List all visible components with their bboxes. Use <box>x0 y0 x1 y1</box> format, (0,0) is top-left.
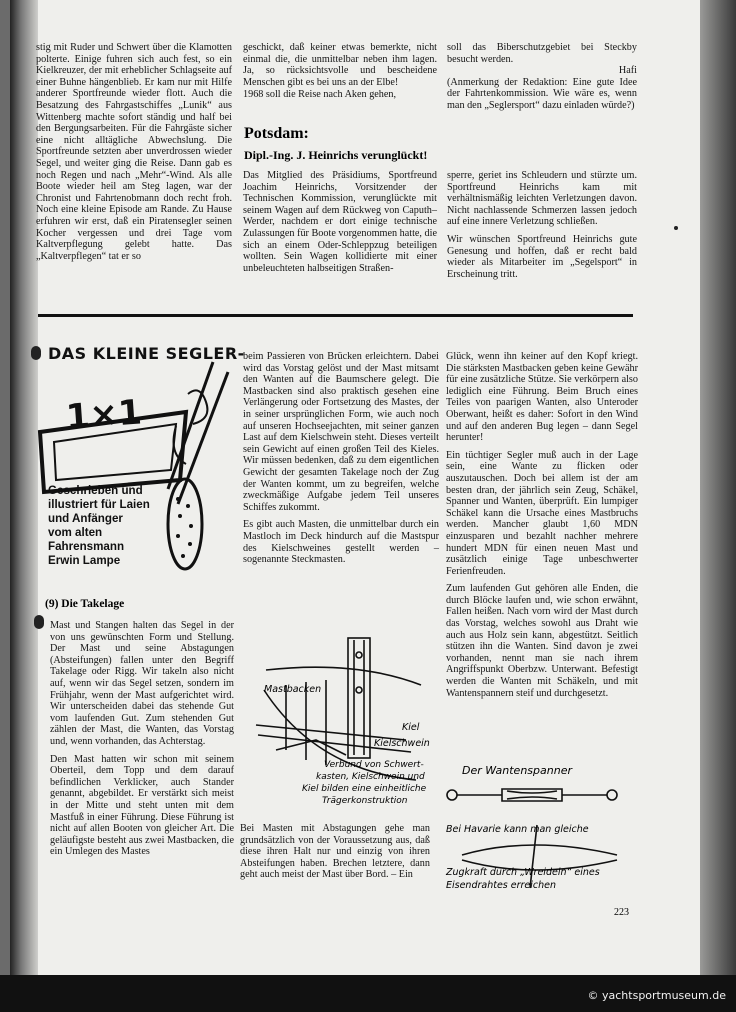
label-havarie-1: Bei Havarie kann man gleiche <box>446 824 589 835</box>
label-havarie-2: Zugkraft durch „Wreideln“ eines <box>446 867 600 878</box>
copyright-credit: © yachtsportmuseum.de <box>587 989 726 1002</box>
author-signature: Hafi <box>618 65 637 77</box>
section-heading-potsdam: Potsdam: <box>244 125 309 142</box>
byline-line: und Anfänger <box>48 512 123 525</box>
column-2-top <box>243 42 437 107</box>
page-number: 223 <box>614 907 629 918</box>
label-verbund-2: kasten, Kielschwein und <box>316 772 425 782</box>
magazine-page <box>10 0 710 975</box>
byline-line: vom alten <box>48 526 103 539</box>
byline-line: Fahrensmann <box>48 540 125 553</box>
body-text: Bei Masten mit Abstagungen gehe man grundsätzlich von der Voraussetzung aus, daß diese ihren Halt nur und einzig von ihren Absteifungen haben. Brechen letztere, dann geht auch meist der Mast über Bord. – Ein <box>240 823 430 881</box>
column-3-top <box>447 42 637 118</box>
byline-line: Erwin Lampe <box>48 554 121 567</box>
body-text: Wir wünschen Sportfreund Heinrichs gute Genesung und hoffen, daß er recht bald wieder als Mitarbeiter im „Segelsport“ in Erscheinung tritt. <box>447 233 637 280</box>
label-verbund-1: Verbund von Schwert- <box>324 760 424 770</box>
body-text: 1968 soll die Reise nach Aken gehen, <box>243 89 397 101</box>
label-kiel: Kiel <box>402 722 420 733</box>
takelage-column-2 <box>243 351 439 572</box>
label-kielschwein: Kielschwein <box>374 738 430 749</box>
article-headline: Dipl.-Ing. J. Heinrichs verunglückt! <box>244 148 428 162</box>
takelage-column-2-bottom <box>240 823 430 887</box>
byline-line: illustriert für Laien <box>48 498 150 511</box>
column-1-top <box>36 42 232 268</box>
print-dot <box>674 226 678 230</box>
page-edge-shadow <box>700 0 736 975</box>
turnbuckle-illustration <box>442 760 632 900</box>
body-text: Ein tüchtiger Segler muß auch in der Lage sein, eine Wante zu flicken oder auszutauschen. Doch bei allem ist der am besten dran, der jährlich sein Zeug, Schäkel, Spanner und Wanten, überprüft. Ein lumpiger Schäkel kann die Ursache eines Mastbruchs werden. Mancher glaubt 1,60 MDN einzusparen und bezahlt nachher mehrere hundert MDN für einen neuen Mast und zusätzlich einige Tage unbeschwerter Ferienfreuden. <box>446 449 638 577</box>
body-text: stig mit Ruder und Schwert über die Klamotten polterte. Einige fuhren sich auch fest, so ein Kielkreuzer, der mit erheblicher Schlagseite auf einer Buhne hängenblieb. Er kam nur mit Hilfe anderer Sportfreunde wieder flott. Auch die Besatzung des Fahrgastschiffes „Lunik“ aus Wittenberg machte sofort ständig und half bei den Bergungsarbeiten. Für die Fahrgäste sicher eine nicht alltägliche Abwechslung. Die Sportfreunde setzten aber unverdrossen wieder Segel, und weiter ging die Reise. Dann gab es noch Regen und nach „Mehr“-Wind. Als alle Boote wieder heil am Steg lagen, war der Chronist und Fahrtenobmann doch recht froh. Noch eine kleine Episode am Rande. Zu Hause erfuhren wir erst, daß ein Piratensegler seinen Kocher vergessen und drei Tage vom Kaltverpflegung gelebt hatte. Das „Kaltverpflegen“ tat er so <box>36 42 232 262</box>
label-mastbacken: Mastbacken <box>264 684 322 695</box>
body-text: beim Passieren von Brücken erleichtern. Dabei wird das Vorstag gelöst und der Mast mitsamt den Wanten auf die Baumschere gelegt. Die Mastbacken sind also praktisch gesehen eine Verlängerung oder Fortsetzung des Mastes, der in seiner ursprünglichen Form, wie auch noch auf unseren Hochseejachten, mit seiner ganzen Last auf dem Kielschwein steht. Dieses verteilt sein Gewicht auf einen großen Teil des Kieles. Wir müssen bedenken, daß zu dem eigentlichen Gewicht der gesamten Takelage noch der Zug der Wanten kommt, um zu begreifen, welche zweckmäßige Aufgabe jedem Teil unseres Schiffes zukommt. <box>243 351 439 513</box>
body-text: soll das Biberschutzgebiet bei Steckby besucht werden. <box>447 42 637 65</box>
editor-note: (Anmerkung der Redaktion: Eine gute Idee der Fahrtenkommission. Wie wäre es, wenn man den „Seglersport“ dazu einladen würde?) <box>447 76 637 111</box>
series-logo-1x1: 1×1 <box>64 392 144 438</box>
section-divider <box>38 314 633 317</box>
body-text: Es gibt auch Masten, die unmittelbar durch ein Mastloch im Deck hindurch auf die Mastspur des Kielschweines gestellt werden – sogenannte Steckmasten. <box>243 519 439 566</box>
body-text: Den Mast hatten wir schon mit seinem Oberteil, dem Topp und dem darauf befindlichen Verklicker, auch Stander genannt, abgebildet. Er verstärkt sich meist in der Mitte und steht unten mit dem Mastfuß in einer Führung. Diese Führung ist nicht auf allen Booten von gleicher Art. Die geläufigste besteht aus zwei Mastbacken, die ein Umlegen des Mastes <box>50 753 234 858</box>
series-logo-title: DAS KLEINE SEGLER- <box>48 344 245 363</box>
label-havarie-3: Eisendrahtes erreichen <box>446 880 557 891</box>
section-title-takelage: (9) Die Takelage <box>45 598 125 610</box>
series-byline <box>48 484 150 568</box>
byline-line: Geschrieben und <box>48 484 143 497</box>
label-verbund-3: Kiel bilden eine einheitliche <box>302 784 427 794</box>
binding-hole-icon <box>34 615 44 629</box>
body-text: Das Mitglied des Präsidiums, Sportfreund Joachim Heinrichs, Vorsitzender der Technischen Kommission, verunglückte mit seinem Wagen auf dem Rückweg von Caputh–Werder, nachdem er dort einige technische Zulassungen für Boote vorgenommen hatte, die sich an einem Oder-Schleppzug beteiligen wollten. Sein Wagen kollidierte mit einer unbeleuchteten halbseitigen Straßen- <box>243 170 437 274</box>
column-3-article <box>447 170 637 286</box>
body-text: geschickt, daß keiner etwas bemerkte, nicht einmal die, die unmittelbar neben ihm lagen. Ja, so rücksichtsvolle und bescheidene Menschen gibt es bei uns an der Elbe! <box>243 42 437 88</box>
body-text: Glück, wenn ihn keiner auf den Kopf kriegt. Die stärksten Mastbacken geben keine Gewähr für eine zusätzliche Stütze. Sie verkörpern also lediglich eine Führung. Beim Bruch eines Teiles von paarigen Wanten, also Unteroder Oberwant, heißt es daher: Sofort in den Wind und auf den anderen Bug legen – dann Segel herunter! <box>446 351 638 444</box>
label-verbund-4: Trägerkonstruktion <box>322 796 408 806</box>
mast-step-illustration <box>246 630 432 815</box>
takelage-column-3 <box>446 351 638 705</box>
body-text: Mast und Stangen halten das Segel in der von uns gewünschten Form und Stellung. Der Mast und seine Abstagungen (Absteifungen) fallen unter den Begriff Takelage oder Rigg. Wir takeln also nicht auf, wenn wir das Segel setzen, sondern im Frühjahr, wenn der Mast aufgerichtet wird. Wir unterscheiden dabei das stehende Gut vom laufenden Gut. Zum stehenden Gut zählen der Mast, die Wanten, das Vorstag und, wenn vorhanden, das Achterstag. <box>50 620 234 747</box>
takelage-column-1 <box>50 620 234 864</box>
label-wantenspanner: Der Wantenspanner <box>462 764 572 777</box>
body-text: sperre, geriet ins Schleudern und stürzte um. Sportfreund Heinrichs kam mit verhältnismäßig leichten Verletzungen davon. Nicht nachlassende Schmerzen lassen jedoch auf eine innere Verletzung schließen. <box>447 170 637 228</box>
column-2-article <box>243 170 437 280</box>
body-text: Zum laufenden Gut gehören alle Enden, die durch Blöcke laufen und, wie schon erwähnt, Fallen heißen. Nach vorn wird der Mast durch das Vorstag, welches sowohl aus Draht wie auch aus Holz sein kann, abgestützt. Seitlich stützen ihn die Wanten. Sind davon je zwei vorhanden, nennt man sie nach ihrem Angriffspunkt Oberbzw. Unterwant. Befestigt werden die Wanten mit Schäkeln, und mit Wantenspannern steif und durchgesetzt. <box>446 583 638 699</box>
